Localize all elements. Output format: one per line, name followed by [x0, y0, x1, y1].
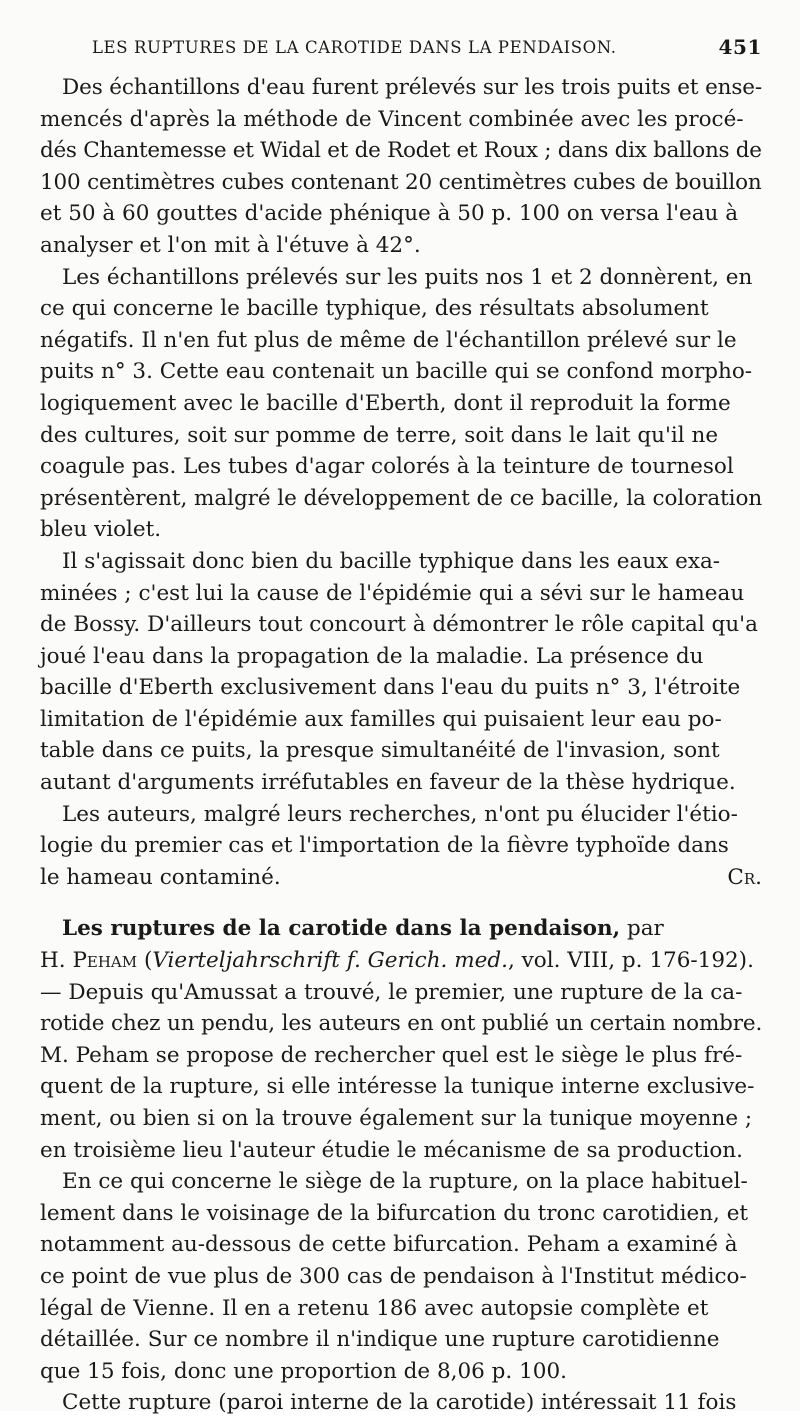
paragraph-3: [40, 546, 762, 799]
text-line: Les auteurs, malgré leurs recherches, n'ont pu élucider l'étio-: [62, 801, 738, 827]
paragraph-4: [40, 799, 762, 894]
author-initial: H.: [40, 948, 66, 974]
text-line: dés Chantemesse et Widal et de Rodet et Roux ; dans dix ballons de: [40, 138, 762, 164]
text-line-with-signature: [40, 862, 762, 894]
article-title: Les ruptures de la carotide dans la pendaison,: [62, 916, 621, 942]
journal-title: Vierteljahrschrift f. Gerich. med.: [152, 948, 508, 974]
running-head: [92, 36, 762, 60]
text-line: autant d'arguments irréfutables en faveur de la thèse hydrique.: [40, 770, 736, 796]
text-line: présentèrent, malgré le développement de ce bacille, la coloration: [40, 485, 763, 511]
text-line: — Depuis qu'Amussat a trouvé, le premier, une rupture de la ca-: [40, 979, 743, 1005]
source-open: (: [143, 948, 153, 974]
text-line: de Bossy. D'ailleurs tout concourt à démontrer le rôle capital qu'a: [40, 612, 758, 638]
running-title: LES RUPTURES DE LA CAROTIDE DANS LA PENDAISON.: [92, 38, 617, 57]
text-line: minées ; c'est lui la cause de l'épidémie qui a sévi sur le hameau: [40, 580, 745, 606]
article-source-line: [40, 945, 762, 977]
text-line: limitation de l'épidémie aux familles qui puisaient leur eau po-: [40, 706, 722, 732]
text-line: Des échantillons d'eau furent prélevés sur les trois puits et ense-: [62, 75, 763, 100]
text-line: Les échantillons prélevés sur les puits nos 1 et 2 donnèrent, en: [62, 264, 753, 290]
text-line: table dans ce puits, la presque simultanéité de l'invasion, sont: [40, 738, 720, 764]
text-line: logie du premier cas et l'importation de la fièvre typhoïde dans: [40, 833, 729, 859]
author-name: Peham: [72, 948, 138, 974]
text-line: bleu violet.: [40, 517, 162, 543]
text-block: [40, 72, 762, 1419]
article-heading-line: [40, 913, 762, 945]
text-line: notamment au-dessous de cette bifurcation. Peham a examiné à: [40, 1232, 738, 1258]
text-line: Il s'agissait donc bien du bacille typhique dans les eaux exa-: [62, 548, 721, 574]
article-by: par: [626, 916, 664, 942]
reviewer-signature: Cr.: [727, 864, 762, 890]
text-line: rotide chez un pendu, les auteurs en ont publié un certain nombre.: [40, 1011, 763, 1037]
text-line: En ce qui concerne le siège de la rupture, on la place habituel-: [62, 1169, 748, 1195]
text-line: puits n° 3. Cette eau contenait un bacille qui se confond morpho-: [40, 359, 753, 385]
text-line: ment, ou bien si on la trouve également sur la tunique moyenne ;: [40, 1106, 753, 1131]
text-line: ce qui concerne le bacille typhique, des résultats absolument: [40, 296, 709, 322]
text-line: légal de Vienne. Il en a retenu 186 avec autopsie complète et: [40, 1295, 709, 1321]
text-line: quent de la rupture, si elle intéresse la tunique interne exclusive-: [40, 1074, 755, 1100]
text-line: lement dans le voisinage de la bifurcation du tronc carotidien, et: [40, 1200, 749, 1226]
text-line: des cultures, soit sur pomme de terre, soit dans le lait qu'il ne: [40, 422, 719, 448]
paragraph-2: [40, 262, 762, 546]
page-number: 451: [718, 35, 762, 59]
text-line: mencés d'après la méthode de Vincent combinée avec les procé-: [40, 106, 744, 132]
text-line: bacille d'Eberth exclusivement dans l'eau du puits n° 3, l'étroite: [40, 675, 741, 701]
text-line: analyser et l'on mit à l'étuve à 42°.: [40, 232, 421, 258]
section-gap: [40, 893, 762, 913]
text-line: que 15 fois, donc une proportion de 8,06 p. 100.: [40, 1358, 567, 1384]
paragraph-5: [40, 1166, 762, 1387]
text-line: le hameau contaminé.: [40, 864, 281, 890]
article-entry: [40, 913, 762, 1166]
text-line: en troisième lieu l'auteur étudie le mécanisme de sa production.: [40, 1137, 743, 1163]
paragraph-6: [40, 1387, 762, 1419]
text-line: Cette rupture (paroi interne de la carotide) intéressait 11 fois: [62, 1390, 737, 1416]
text-line: logiquement avec le bacille d'Eberth, dont il reproduit la forme: [40, 390, 731, 416]
text-line: coagule pas. Les tubes d'agar colorés à la teinture de tournesol: [40, 454, 734, 480]
text-line: détaillée. Sur ce nombre il n'indique une rupture carotidienne: [40, 1327, 720, 1353]
paragraph-1: [40, 72, 762, 262]
text-line: M. Peham se propose de rechercher quel est le siège le plus fré-: [40, 1042, 743, 1068]
source-details: , vol. VIII, p. 176-192).: [507, 948, 754, 974]
text-line: ce point de vue plus de 300 cas de pendaison à l'Institut médico-: [40, 1263, 747, 1289]
text-line: et 50 à 60 gouttes d'acide phénique à 50 p. 100 on versa l'eau à: [40, 201, 739, 227]
text-line: joué l'eau dans la propagation de la maladie. La présence du: [40, 643, 704, 669]
text-line: négatifs. Il n'en fut plus de même de l'échantillon prélevé sur le: [40, 327, 737, 353]
text-line: 100 centimètres cubes contenant 20 centimètres cubes de bouillon: [40, 169, 762, 195]
